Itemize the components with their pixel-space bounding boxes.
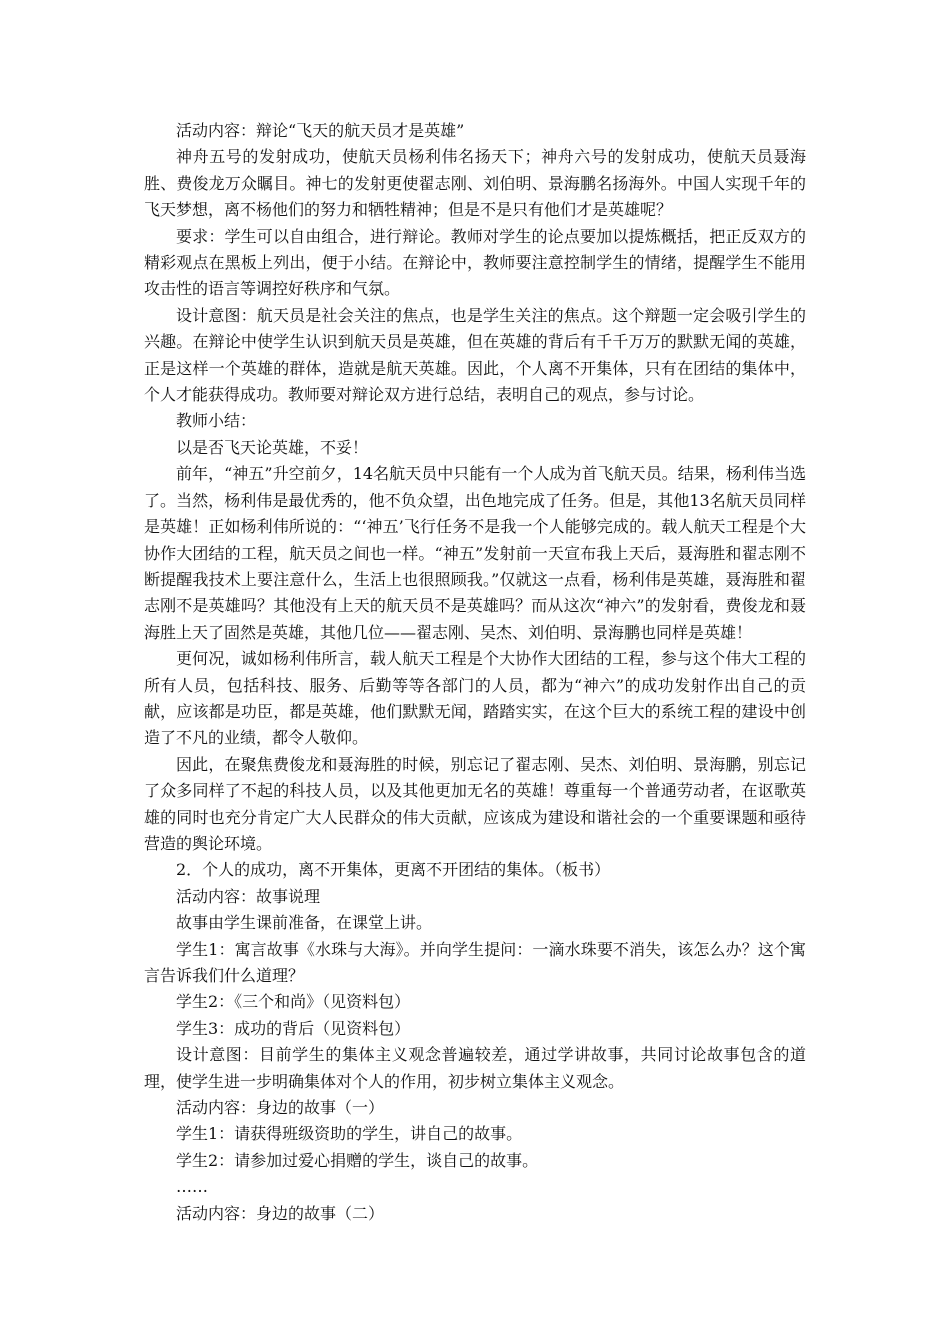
teacher-summary-heading: 教师小结： (176, 411, 257, 431)
paragraph-all-staff-heroes: 更何况，诚如杨利伟所言，载人航天工程是个大协作大团结的工程，参与这个伟大工程的所有人员，包括科技、服务、后勤等等各部门的人员，都为“神六”的成功发射作出自己的贡献，应该都是功臣，都是英雄，他们默默无闻，踏踏实实，在这个巨大的系统工程的建设中创造了不凡的业绩，都令人敬仰。 (144, 649, 806, 748)
paragraph-design-intent-2: 设计意图：目前学生的集体主义观念普遍较差，通过学讲故事，共同讨论故事包含的道理，使学生进一步明确集体对个人的作用，初步树立集体主义观念。 (144, 1045, 806, 1091)
activity-heading-debate: 活动内容：辩论“飞天的航天员才是英雄” (176, 121, 465, 140)
student-3-story: 学生3：成功的背后（见资料包） (176, 1018, 411, 1038)
paragraph-conclusion: 因此，在聚焦费俊龙和聂海胜的时候，别忘记了翟志刚、吴杰、刘伯明、景海鹏，别忘记了众多同样了不起的科技人员，以及其他更加无名的英雄！尊重每一个普通劳动者，在讴歌英雄的同时也充分肯定广大人民群众的伟大贡献，应该成为建设和谐社会的一个重要课题和亟待营造的舆论环境。 (144, 754, 806, 853)
document-body (144, 118, 806, 1227)
activity-heading-nearby-1: 活动内容：身边的故事（一） (176, 1098, 385, 1118)
summary-thesis: 以是否飞天论英雄，不妥！ (176, 437, 369, 457)
ellipsis-line: …… (176, 1177, 208, 1197)
paragraph-design-intent-1: 设计意图：航天员是社会关注的焦点，也是学生关注的焦点。这个辩题一定会吸引学生的兴趣。在辩论中使学生认识到航天员是英雄，但在英雄的背后有千千万万的默默无闻的英雄，正是这样一个英雄的群体，造就是航天英雄。因此，个人离不开集体，只有在团结的集体中，个人才能获得成功。教师要对辩论双方进行总结，表明自己的观点，参与讨论。 (144, 305, 806, 405)
student-2-story: 学生2：《三个和尚》（见资料包） (176, 992, 411, 1012)
blackboard-point-2: 2．个人的成功，离不开集体，更离不开团结的集体。（板书） (176, 860, 611, 880)
nearby-student-1: 学生1：请获得班级资助的学生，讲自己的故事。 (176, 1124, 523, 1144)
activity-heading-story: 活动内容：故事说理 (176, 886, 321, 906)
story-preparation-note: 故事由学生课前准备，在课堂上讲。 (176, 913, 433, 933)
paragraph-shenwu-story: 前年，“神五”升空前夕，14名航天员中只能有一个人成为首飞航天员。结果，杨利伟当选了。当然，杨利伟是最优秀的，他不负众望，出色地完成了任务。但是，其他13名航天员同样是英雄！正如杨利伟所说的：“‘神五’飞行任务不是我一个人能够完成的。载人航天工程是个大协作大团结的工程，航天员之间也一样。“神五”发射前一天宣布我上天后，聂海胜和翟志刚不断提醒我技术上要注意什么，生活上也很照顾我。”仅就这一点看，杨利伟是英雄，聂海胜和翟志刚不是英雄吗？其他没有上天的航天员不是英雄吗？而从这次“神六”的发射看，费俊龙和聂海胜上天了固然是英雄，其他几位——翟志刚、吴杰、刘伯明、景海鹏也同样是英雄！ (144, 464, 806, 642)
paragraph-requirements: 要求：学生可以自由组合，进行辩论。教师对学生的论点要加以提炼概括，把正反双方的精彩观点在黑板上列出，便于小结。在辩论中，教师要注意控制学生的情绪，提醒学生不能用攻击性的语言等调控好秩序和气氛。 (144, 226, 806, 299)
nearby-student-2: 学生2：请参加过爱心捐赠的学生，谈自己的故事。 (176, 1150, 539, 1170)
activity-heading-nearby-2: 活动内容：身边的故事（二） (176, 1203, 385, 1223)
paragraph-shenzhou-intro: 神舟五号的发射成功，使航天员杨利伟名扬天下；神舟六号的发射成功，使航天员聂海胜、费俊龙万众瞩目。神七的发射更使翟志刚、刘伯明、景海鹏名扬海外。中国人实现千年的飞天梦想，离不杨他们的努力和牺牲精神；但是不是只有他们才是英雄呢？ (144, 147, 806, 220)
student-1-story: 学生1：寓言故事《水珠与大海》。并向学生提问：一滴水珠要不消失，该怎么办？这个寓言告诉我们什么道理？ (144, 939, 806, 985)
